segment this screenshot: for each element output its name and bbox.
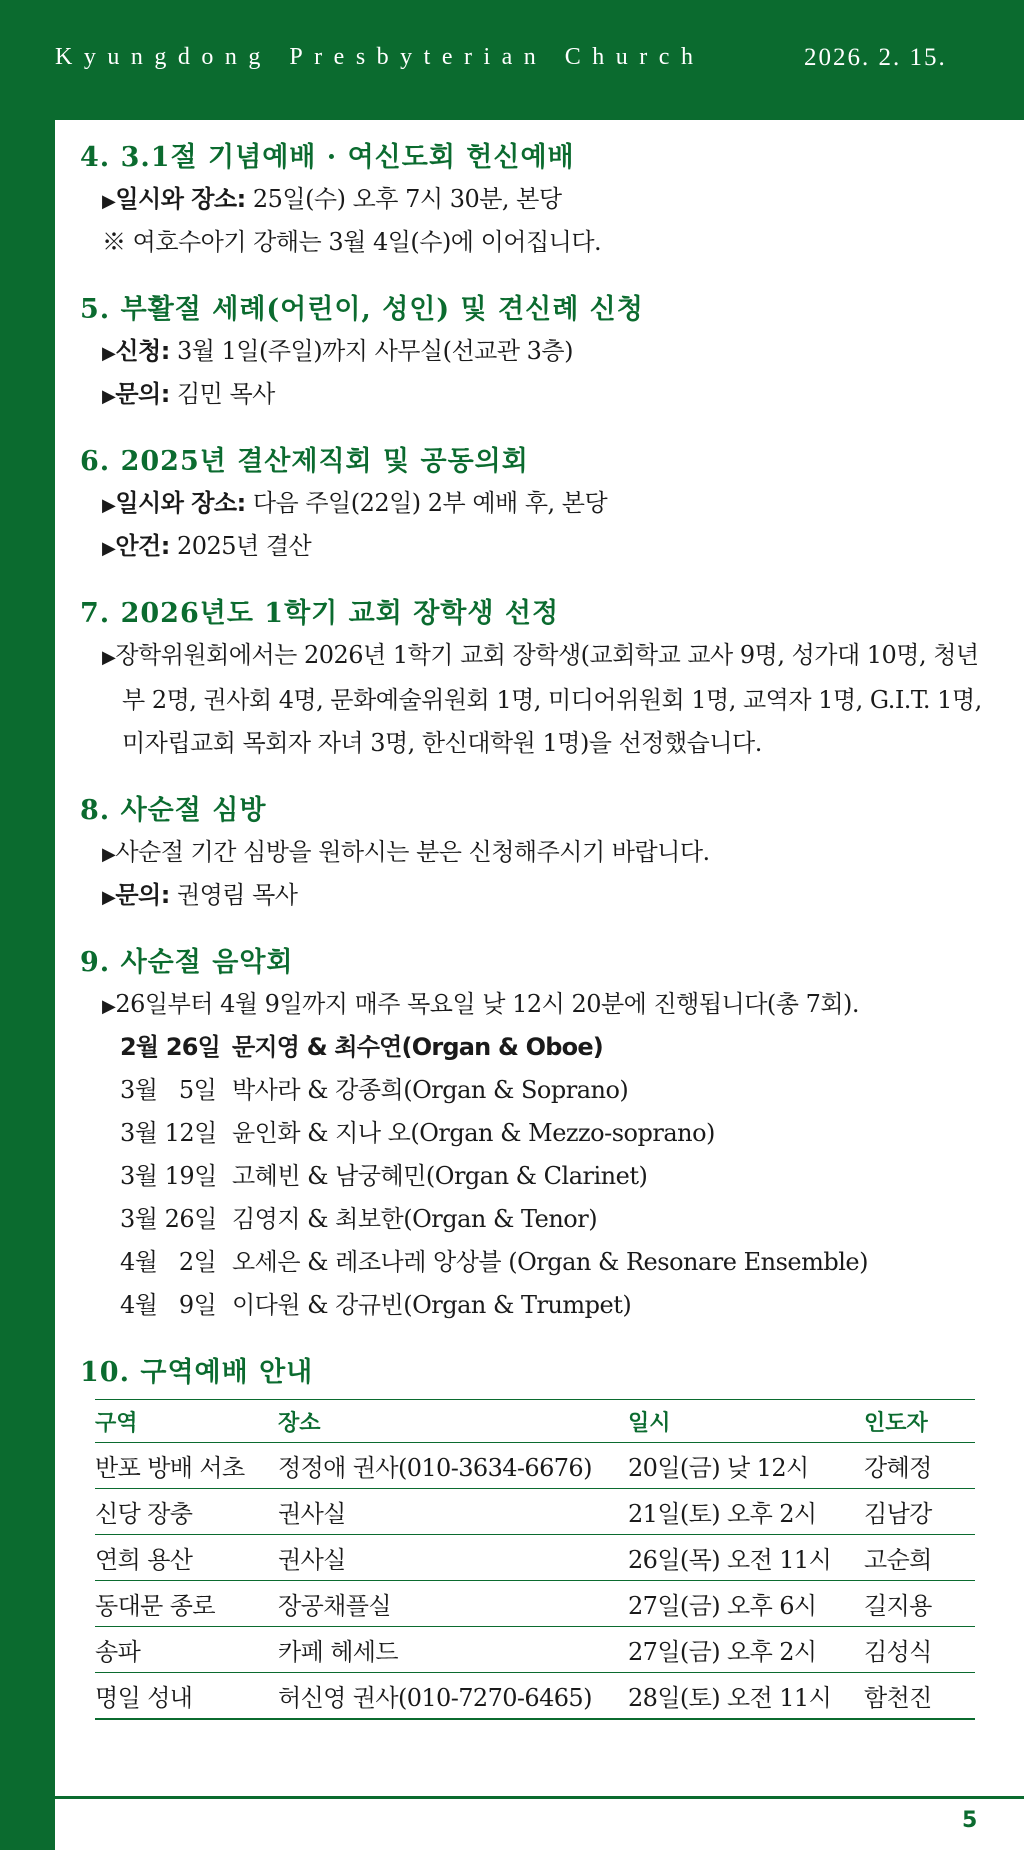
triangle-bullet-icon: ▶ (102, 538, 116, 559)
detail-line (80, 330, 1000, 373)
detail-text: 김민 목사 (169, 380, 275, 408)
detail-label: 문의: (115, 380, 170, 408)
section-scholarship (80, 594, 1000, 765)
announcements (80, 138, 1000, 1746)
cell-datetime: 26일(목) 오전 11시 (628, 1546, 832, 1574)
note-line (80, 221, 1000, 264)
concert-date: 2월 26일 (120, 1033, 221, 1061)
detail-line (80, 525, 1000, 568)
section-lent-concert (80, 943, 1000, 1327)
triangle-bullet-icon: ▶ (102, 343, 116, 364)
triangle-bullet-icon: ▶ (102, 386, 116, 407)
cell-datetime: 27일(금) 오후 6시 (628, 1592, 817, 1620)
table-row (95, 1535, 975, 1581)
cell-location: 권사실 (278, 1546, 346, 1574)
left-margin-bar (0, 0, 55, 1850)
table-row (95, 1443, 975, 1489)
table-header-row (95, 1400, 975, 1443)
detail-label: 일시와 장소: (115, 185, 246, 213)
section-title: 8. 사순절 심방 (80, 795, 267, 826)
cell-district: 반포 방배 서초 (95, 1454, 245, 1482)
detail-text: 다음 주일(22일) 2부 예배 후, 본당 (245, 489, 608, 517)
triangle-bullet-icon: ▶ (102, 191, 116, 212)
column-header-datetime: 일시 (628, 1410, 671, 1436)
concert-date: 3월 26일 (120, 1205, 217, 1233)
cell-leader: 고순희 (864, 1546, 932, 1574)
detail-text: 권영림 목사 (169, 881, 298, 909)
concert-performers: 문지영 & 최수연(Organ & Oboe) (232, 1033, 603, 1061)
section-district-worship (80, 1353, 1000, 1720)
cell-datetime: 20일(금) 낮 12시 (628, 1454, 809, 1482)
detail-text: 3월 1일(주일)까지 사무실(선교관 3층) (169, 337, 573, 365)
cell-location: 권사실 (278, 1500, 346, 1528)
page-number: 5 (962, 1808, 978, 1833)
detail-label: 안건: (115, 532, 170, 560)
detail-line (80, 831, 1000, 874)
cell-district: 신당 장충 (95, 1500, 193, 1528)
district-worship-table (95, 1399, 975, 1720)
cell-leader: 길지용 (864, 1592, 932, 1620)
table-row (95, 1673, 975, 1720)
triangle-bullet-icon: ▶ (102, 887, 116, 908)
concert-performers: 김영지 & 최보한(Organ & Tenor) (232, 1205, 598, 1233)
concert-date: 3월 12일 (120, 1119, 217, 1147)
triangle-bullet-icon: ▶ (102, 495, 116, 516)
section-title: 9. 사순절 음악회 (80, 947, 294, 978)
footer-divider (55, 1796, 1024, 1799)
cell-leader: 함천진 (864, 1684, 932, 1712)
concert-item (80, 1026, 1000, 1069)
cell-district: 연희 용산 (95, 1546, 193, 1574)
concert-performers: 박사라 & 강종희(Organ & Soprano) (232, 1076, 629, 1104)
concert-date: 3월 5일 (120, 1076, 217, 1104)
concert-performers: 고혜빈 & 남궁혜민(Organ & Clarinet) (232, 1162, 648, 1190)
concert-performers: 이다원 & 강규빈(Organ & Trumpet) (232, 1291, 632, 1319)
scholarship-paragraph (80, 634, 1000, 765)
section-title: 4. 3.1절 기념예배 · 여신도회 헌신예배 (80, 142, 575, 173)
section-joint-assembly (80, 442, 1000, 568)
section-title: 6. 2025년 결산제직회 및 공동의회 (80, 446, 529, 477)
concert-date: 3월 19일 (120, 1162, 217, 1190)
concert-item (80, 1198, 1000, 1241)
concert-performers: 오세은 & 레조나레 앙상블 (Organ & Resonare Ensemble) (232, 1248, 868, 1276)
concert-item (80, 1112, 1000, 1155)
cell-district: 송파 (95, 1638, 141, 1666)
detail-line (80, 482, 1000, 525)
detail-line (80, 874, 1000, 917)
concert-date: 4월 2일 (120, 1248, 217, 1276)
triangle-bullet-icon: ▶ (102, 844, 116, 865)
detail-line (80, 373, 1000, 416)
concert-performers: 윤인화 & 지나 오(Organ & Mezzo-soprano) (232, 1119, 715, 1147)
note-text: ※ 여호수아기 강해는 3월 4일(수)에 이어집니다. (102, 228, 602, 256)
section-memorial-service (80, 138, 1000, 264)
cell-location: 허신영 권사(010-7270-6465) (278, 1684, 592, 1712)
triangle-bullet-icon: ▶ (102, 647, 116, 668)
column-header-leader: 인도자 (864, 1410, 928, 1436)
intro-text: 26일부터 4월 9일까지 매주 목요일 낮 12시 20분에 진행됩니다(총 7회). (115, 990, 860, 1018)
detail-text: 25일(수) 오후 7시 30분, 본당 (245, 185, 562, 213)
detail-text: 사순절 기간 심방을 원하시는 분은 신청해주시기 바랍니다. (115, 838, 710, 866)
detail-line (80, 178, 1000, 221)
section-title: 7. 2026년도 1학기 교회 장학생 선정 (80, 598, 560, 629)
cell-district: 동대문 종로 (95, 1592, 215, 1620)
detail-label: 일시와 장소: (115, 489, 246, 517)
cell-location: 장공채플실 (278, 1592, 391, 1620)
detail-label: 신청: (115, 337, 170, 365)
cell-datetime: 28일(토) 오전 11시 (628, 1684, 832, 1712)
concert-item (80, 1069, 1000, 1112)
paragraph-text: 장학위원회에서는 2026년 1학기 교회 장학생(교회학교 교사 9명, 성가대 10명, 청년부 2명, 권사회 4명, 문화예술위원회 1명, 미디어위원회 1명, 교역자 1명, G.I.T. 1명, 미자립교회 목회자 자녀 3명, 한신대학원 1명)을 선정했습니다. (115, 641, 982, 757)
table-row (95, 1489, 975, 1535)
section-baptism-application (80, 290, 1000, 416)
cell-location: 카페 헤세드 (278, 1638, 398, 1666)
cell-district: 명일 성내 (95, 1684, 193, 1712)
concert-item (80, 1284, 1000, 1327)
cell-datetime: 21일(토) 오후 2시 (628, 1500, 817, 1528)
table-row (95, 1627, 975, 1673)
triangle-bullet-icon: ▶ (102, 996, 116, 1017)
issue-date: 2026. 2. 15. (804, 44, 947, 71)
section-title: 10. 구역예배 안내 (80, 1357, 314, 1388)
section-title: 5. 부활절 세례(어린이, 성인) 및 견신례 신청 (80, 294, 644, 325)
cell-leader: 강혜정 (864, 1454, 932, 1482)
concert-date: 4월 9일 (120, 1291, 217, 1319)
concert-item (80, 1155, 1000, 1198)
cell-leader: 김남강 (864, 1500, 932, 1528)
concert-intro (80, 983, 1000, 1026)
detail-label: 문의: (115, 881, 170, 909)
column-header-location: 장소 (278, 1410, 321, 1436)
table-row (95, 1581, 975, 1627)
cell-datetime: 27일(금) 오후 2시 (628, 1638, 817, 1666)
cell-location: 정정애 권사(010-3634-6676) (278, 1454, 592, 1482)
church-name: Kyungdong Presbyterian Church (55, 44, 705, 70)
cell-leader: 김성식 (864, 1638, 932, 1666)
concert-item (80, 1241, 1000, 1284)
column-header-district: 구역 (95, 1410, 138, 1436)
section-lent-visitation (80, 791, 1000, 917)
detail-text: 2025년 결산 (169, 532, 312, 560)
